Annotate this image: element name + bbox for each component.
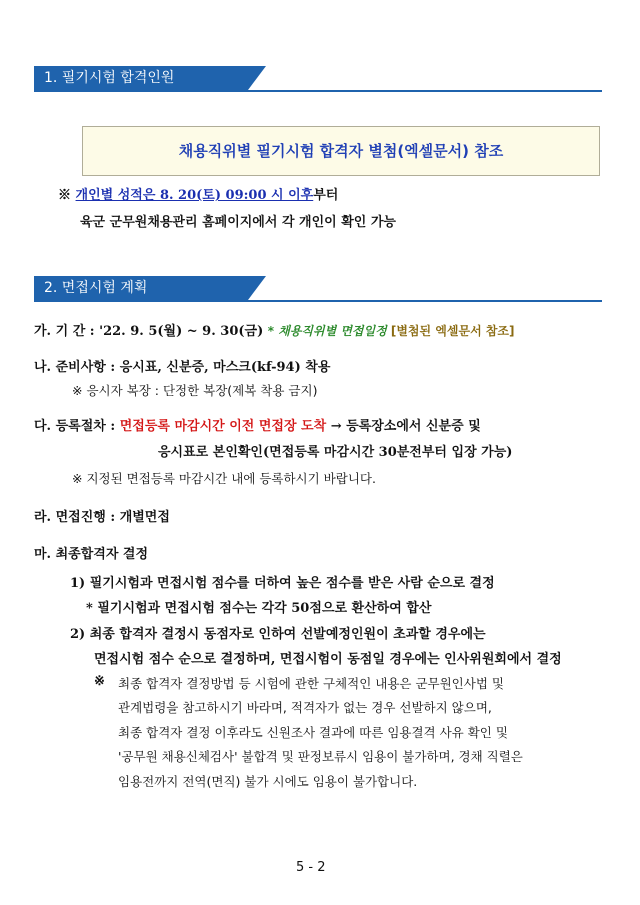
plan-interview-method: 라. 면접진행 : 개별면접 [34, 510, 170, 525]
note-rest: 부터 [313, 188, 339, 203]
preparation-value: 응시표, 신분증, 마스크(kf-94) 착용 [115, 360, 331, 375]
final-decision-rule-2-line2: 면접시험 점수 순으로 결정하며, 면접시험이 동점일 경우에는 인사위원회에서 결정 [94, 652, 562, 667]
section-2-underline [34, 300, 602, 302]
final-decision-rule-1: 1) 필기시험과 면접시험 점수를 더하여 높은 점수를 받은 사람 순으로 결정 [70, 576, 495, 591]
plan-period [34, 320, 515, 339]
registration-arrow: → [326, 419, 347, 434]
plan-registration [34, 415, 481, 434]
final-decision-rule-1-note: * 필기시험과 면접시험 점수는 각각 50점으로 환산하여 합산 [86, 601, 432, 616]
final-decision-rule-2-line1: 2) 최종 합격자 결정시 동점자로 인하여 선발예정인원이 초과할 경우에는 [70, 627, 486, 642]
section-2-header: 2. 면접시험 계획 [34, 276, 248, 300]
final-note-line2: 관계법령을 참고하시기 바라며, 적격자가 없는 경우 선발하지 않으며, [118, 700, 492, 715]
registration-label: 다. 등록절차 : [34, 419, 116, 434]
section-2-header-corner [248, 276, 266, 300]
registration-note: ※ 지정된 면접등록 마감시간 내에 등록하시기 바랍니다. [72, 471, 376, 486]
registration-rest: 등록장소에서 신분증 및 [346, 419, 481, 434]
preparation-label: 나. 준비사항 : [34, 360, 116, 375]
final-note-line5: 임용전까지 전역(면직) 불가 시에도 임용이 불가합니다. [118, 774, 418, 789]
notice-box: 채용직위별 필기시험 합격자 별첨(엑셀문서) 참조 [82, 126, 600, 176]
note-mark: ※ [58, 188, 72, 203]
section-1-header: 1. 필기시험 합격인원 [34, 66, 248, 90]
page-number: 5 - 2 [296, 860, 326, 875]
registration-deadline-text: 면접등록 마감시간 이전 면접장 도착 [115, 419, 327, 434]
notice-note-line2: 육군 군무원채용관리 홈페이지에서 각 개인이 확인 가능 [80, 215, 396, 230]
plan-preparation [34, 356, 330, 375]
section-1-header-corner [248, 66, 266, 90]
preparation-note: ※ 응시자 복장 : 단정한 복장(제복 착용 금지) [72, 383, 318, 398]
notice-note-line1 [58, 184, 338, 203]
final-note-line4: '공무원 채용신체검사' 불합격 및 판정보류시 임용이 불가하며, 경채 직렬은 [118, 749, 523, 764]
period-reference: [별첨된 엑셀문서 참조] [390, 324, 515, 338]
score-release-link[interactable]: 개인별 성적은 8. 20(토) 09:00 시 이후 [75, 188, 314, 203]
final-note-line3: 최종 합격자 결정 이후라도 신원조사 결과에 따른 임용결격 사유 확인 및 [118, 725, 508, 740]
final-note-line1: 최종 합격자 결정방법 등 시험에 관한 구체적인 내용은 군무원인사법 및 [118, 676, 504, 691]
period-note: * 채용직위별 면접일정 [267, 324, 387, 338]
period-value: '22. 9. 5(월) ~ 9. 30(금) [94, 324, 268, 339]
section-1-underline [34, 90, 602, 92]
final-note-mark: ※ [94, 674, 105, 689]
plan-final-decision: 마. 최종합격자 결정 [34, 547, 149, 562]
registration-line2: 응시표로 본인확인(면접등록 마감시간 30분전부터 입장 가능) [158, 445, 513, 460]
period-label: 가. 기 간 : [34, 324, 95, 339]
